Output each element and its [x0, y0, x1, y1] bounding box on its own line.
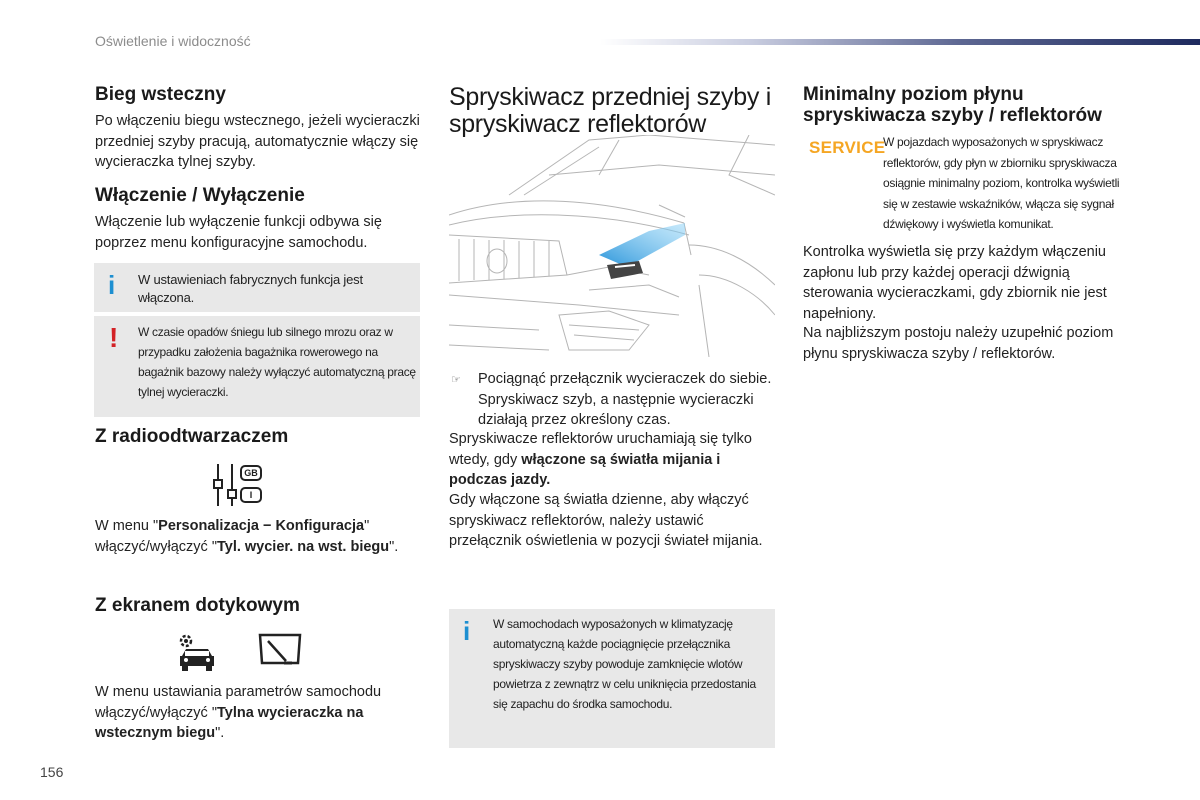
radio-menu-name: Personalizacja − Konfiguracja — [158, 518, 365, 534]
fluid-level-text-2: Na najbliższym postoju należy uzupełnić poziom płynu spryskiwacza szyby / reflektorów. — [803, 325, 1114, 362]
section-title-washer: Spryskiwacz przedniej szyby i spryskiwacz reflektorów — [449, 83, 771, 138]
warning-icon: ! — [109, 322, 119, 353]
bullet-marker: ☞ — [451, 374, 461, 386]
washer-text-2: Gdy włączone są światła dzienne, aby włączyć spryskiwacz reflektorów, należy ustawić przełącznik oświetlenia w pozycji świateł mijania. — [449, 492, 763, 549]
touchscreen-text-part1: W menu ustawiania parametrów samochodu włączyć/wyłączyć " — [95, 684, 382, 721]
section-title-reverse-gear: Bieg wsteczny — [95, 84, 226, 105]
rear-wiper-icon — [258, 633, 302, 669]
warning-note-snow — [94, 316, 420, 417]
section-title-touchscreen: Z ekranem dotykowym — [95, 595, 300, 616]
info-icon: i — [108, 270, 116, 300]
page-number: 156 — [40, 764, 64, 780]
section-title-on-off: Włączenie / Wyłączenie — [95, 185, 305, 206]
washer-bullet-text: Pociągnąć przełącznik wycieraczek do siebie. Spryskiwacz szyb, a następnie wycieraczki działają przez określony czas. — [478, 371, 772, 428]
info-note-text: W ustawieniach fabrycznych funkcja jest włączona. — [138, 272, 363, 305]
touchscreen-option-name: Tylna wycieraczka na wstecznym biegu — [95, 704, 364, 741]
washer-text-1-part1: Spryskiwacze reflektorów uruchamiają się tylko wtedy, gdy — [449, 431, 752, 468]
radio-option-name: Tyl. wycier. na wst. biegu — [216, 538, 390, 555]
radio-settings-icon — [212, 462, 268, 508]
info-note-factory — [94, 263, 420, 312]
touchscreen-text-part2: ". — [215, 725, 225, 741]
warning-note-text: W czasie opadów śniegu lub silnego mrozu oraz w przypadku założenia bagażnika rowerowego na bagażnik bazowy należy wyłączyć automatyczną pracę tylnej wycieraczki. — [138, 325, 416, 399]
section-title-fluid-level: Minimalny poziom płynu spryskiwacza szyby / reflektorów — [803, 84, 1102, 126]
car-front-washer-illustration — [449, 135, 775, 357]
washer-text-1-bold: włączone są światła mijania i podczas jazdy. — [449, 451, 721, 488]
fluid-level-text-1: Kontrolka wyświetla się przy każdym włączeniu zapłonu lub przy każdej operacji dźwignią sterowania wycieraczkami, gdy zbiornik nie jest napełniony. — [803, 244, 1107, 322]
touchscreen-text — [95, 682, 415, 744]
info-note-climate — [449, 609, 775, 748]
radio-text — [95, 516, 405, 557]
service-lamp-text: W pojazdach wyposażonych w spryskiwacz reflektorów, gdy płyn w zbiorniku spryskiwacza osiągnie minimalny poziom, kontrolka wyświetli się w zestawie wskaźników, włącza się sygnał dźwiękowy i wyświetla komunikat. — [883, 135, 1120, 231]
reverse-gear-text: Po włączeniu biegu wstecznego, jeżeli wycieraczki przedniej szyby pracują, automatycznie włączy się wycieraczka tylnej szyby. — [95, 113, 420, 170]
info-icon: i — [463, 616, 471, 646]
radio-text-part1: W menu " — [95, 518, 159, 534]
washer-text-1 — [449, 429, 775, 491]
section-title-radio: Z radioodtwarzaczem — [95, 426, 289, 447]
radio-text-part3: ". — [389, 538, 399, 555]
service-warning-lamp: SERVICE — [809, 138, 886, 157]
i-label: I — [249, 490, 253, 500]
chapter-title: Oświetlenie i widoczność — [95, 33, 251, 49]
gb-label: GB — [244, 468, 258, 478]
on-off-text: Włączenie lub wyłączenie funkcji odbywa się poprzez menu konfiguracyjne samochodu. — [95, 214, 382, 251]
header-gradient-bar — [600, 39, 1200, 45]
info-note-climate-text: W samochodach wyposażonych w klimatyzację automatyczną każde pociągnięcie przełącznika spryskiwaczy szyby powoduje zamknięcie wlotów powietrza z zewnątrz w celu uniknięcia przedostania się zapachu do środka samochodu. — [493, 617, 756, 711]
car-settings-icon — [176, 632, 218, 674]
radio-text-part2: " włączyć/wyłączyć " — [95, 518, 370, 555]
washer-bullet-item — [449, 369, 775, 431]
